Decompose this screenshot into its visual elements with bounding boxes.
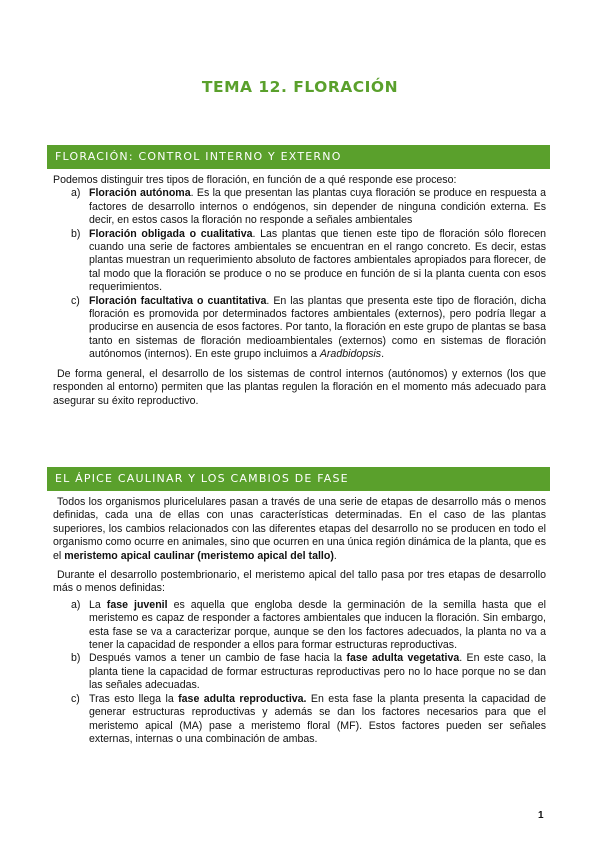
list-item: c) Tras esto llega la fase adulta reproductiva. En esta fase la planta presenta la capacidad de generar estructuras reproductivas y además se dan los factores necesarios para que el meristemo apical (MA) pase a meristemo floral (MF). Estos factores pueden ser señales externas, internas o una combinación de ambas.	[71, 692, 546, 745]
section2-body	[53, 496, 546, 746]
page-title: TEMA 12. FLORACIÓN	[201, 78, 399, 96]
section1-body	[53, 174, 546, 408]
section-heading-apice-caulinar: EL ÁPICE CAULINAR Y LOS CAMBIOS DE FASE	[47, 467, 550, 491]
section2-para2: Durante el desarrollo postembrionario, el meristemo apical del tallo pasa por tres etapas de desarrollo más o menos definidas:	[53, 569, 546, 595]
list-item: a) La fase juvenil es aquella que engloba desde la germinación de la semilla hasta que el meristemo es capaz de responder a factores ambientales que inducen la floración. Sin embargo, esta fase se va a caracterizar porque, aunque se den los factores adecuados, la planta no va a tener la capacidad de responder a ellos para formar estructuras reproductivas.	[71, 598, 546, 652]
list-item: b) Floración obligada o cualitativa. Las plantas que tienen este tipo de floración sólo florecen cuando una serie de factores ambientales se encuentran en el rango concreto. Es decir, estas plantas muestran un requerimiento absoluto de factores ambientales apropiados para florecer, de tal modo que la floración se produce o no se produce en función de si la planta cuenta con esos requerimientos.	[71, 227, 546, 294]
list-item: c) Floración facultativa o cuantitativa. En las plantas que presenta este tipo de floración, dicha floración es promovida por determinados factores ambientales (externos), pero podría llegar a producirse en ausencia de esos factores. Por tanto, la floración en este grupo de plantas se basa tanto en sistemas de floración medioambientales (externos) como en sistemas de floración autónomos (internos). En este grupo incluimos a Aradbidopsis.	[71, 294, 546, 361]
section1-list	[53, 187, 546, 361]
list-item: a) Floración autónoma. Es la que presentan las plantas cuya floración se produce en respuesta a factores de desarrollo internos o endógenos, sin depender de ninguna condición externa. Es decir, en estos casos la floración no responde a señales ambientales	[71, 187, 546, 227]
section2-para1: Todos los organismos pluricelulares pasan a través de una serie de etapas de desarrollo más o menos definidas, cada una de ellas con unas características determinadas. En el caso de las plantas superiores, los cambios relacionados con las diferentes etapas del desarrollo no se producen en todo el organismo como ocurre en animales, sino que ocurren en una única región dinámica de la planta, que es el meristemo apical caulinar (meristemo apical del tallo).	[53, 496, 546, 562]
section-heading-floracion-control: FLORACIÓN: CONTROL INTERNO Y EXTERNO	[47, 145, 550, 169]
list-item: b) Después vamos a tener un cambio de fase hacia la fase adulta vegetativa. En este caso, la planta tiene la capacidad de formar estructuras reproductivas pero no lo hace porque no se dan las señales adecuadas.	[71, 652, 547, 692]
page-number: 1	[538, 810, 544, 821]
section2-list	[53, 599, 546, 746]
section1-closing: De forma general, el desarrollo de los sistemas de control internos (autónomos) y externos (los que responden al entorno) permiten que las plantas regulen la floración en el momento más adecuado para asegurar su éxito reproductivo.	[53, 367, 546, 407]
section1-intro: Podemos distinguir tres tipos de floración, en función de a qué responde ese proceso:	[53, 174, 457, 186]
